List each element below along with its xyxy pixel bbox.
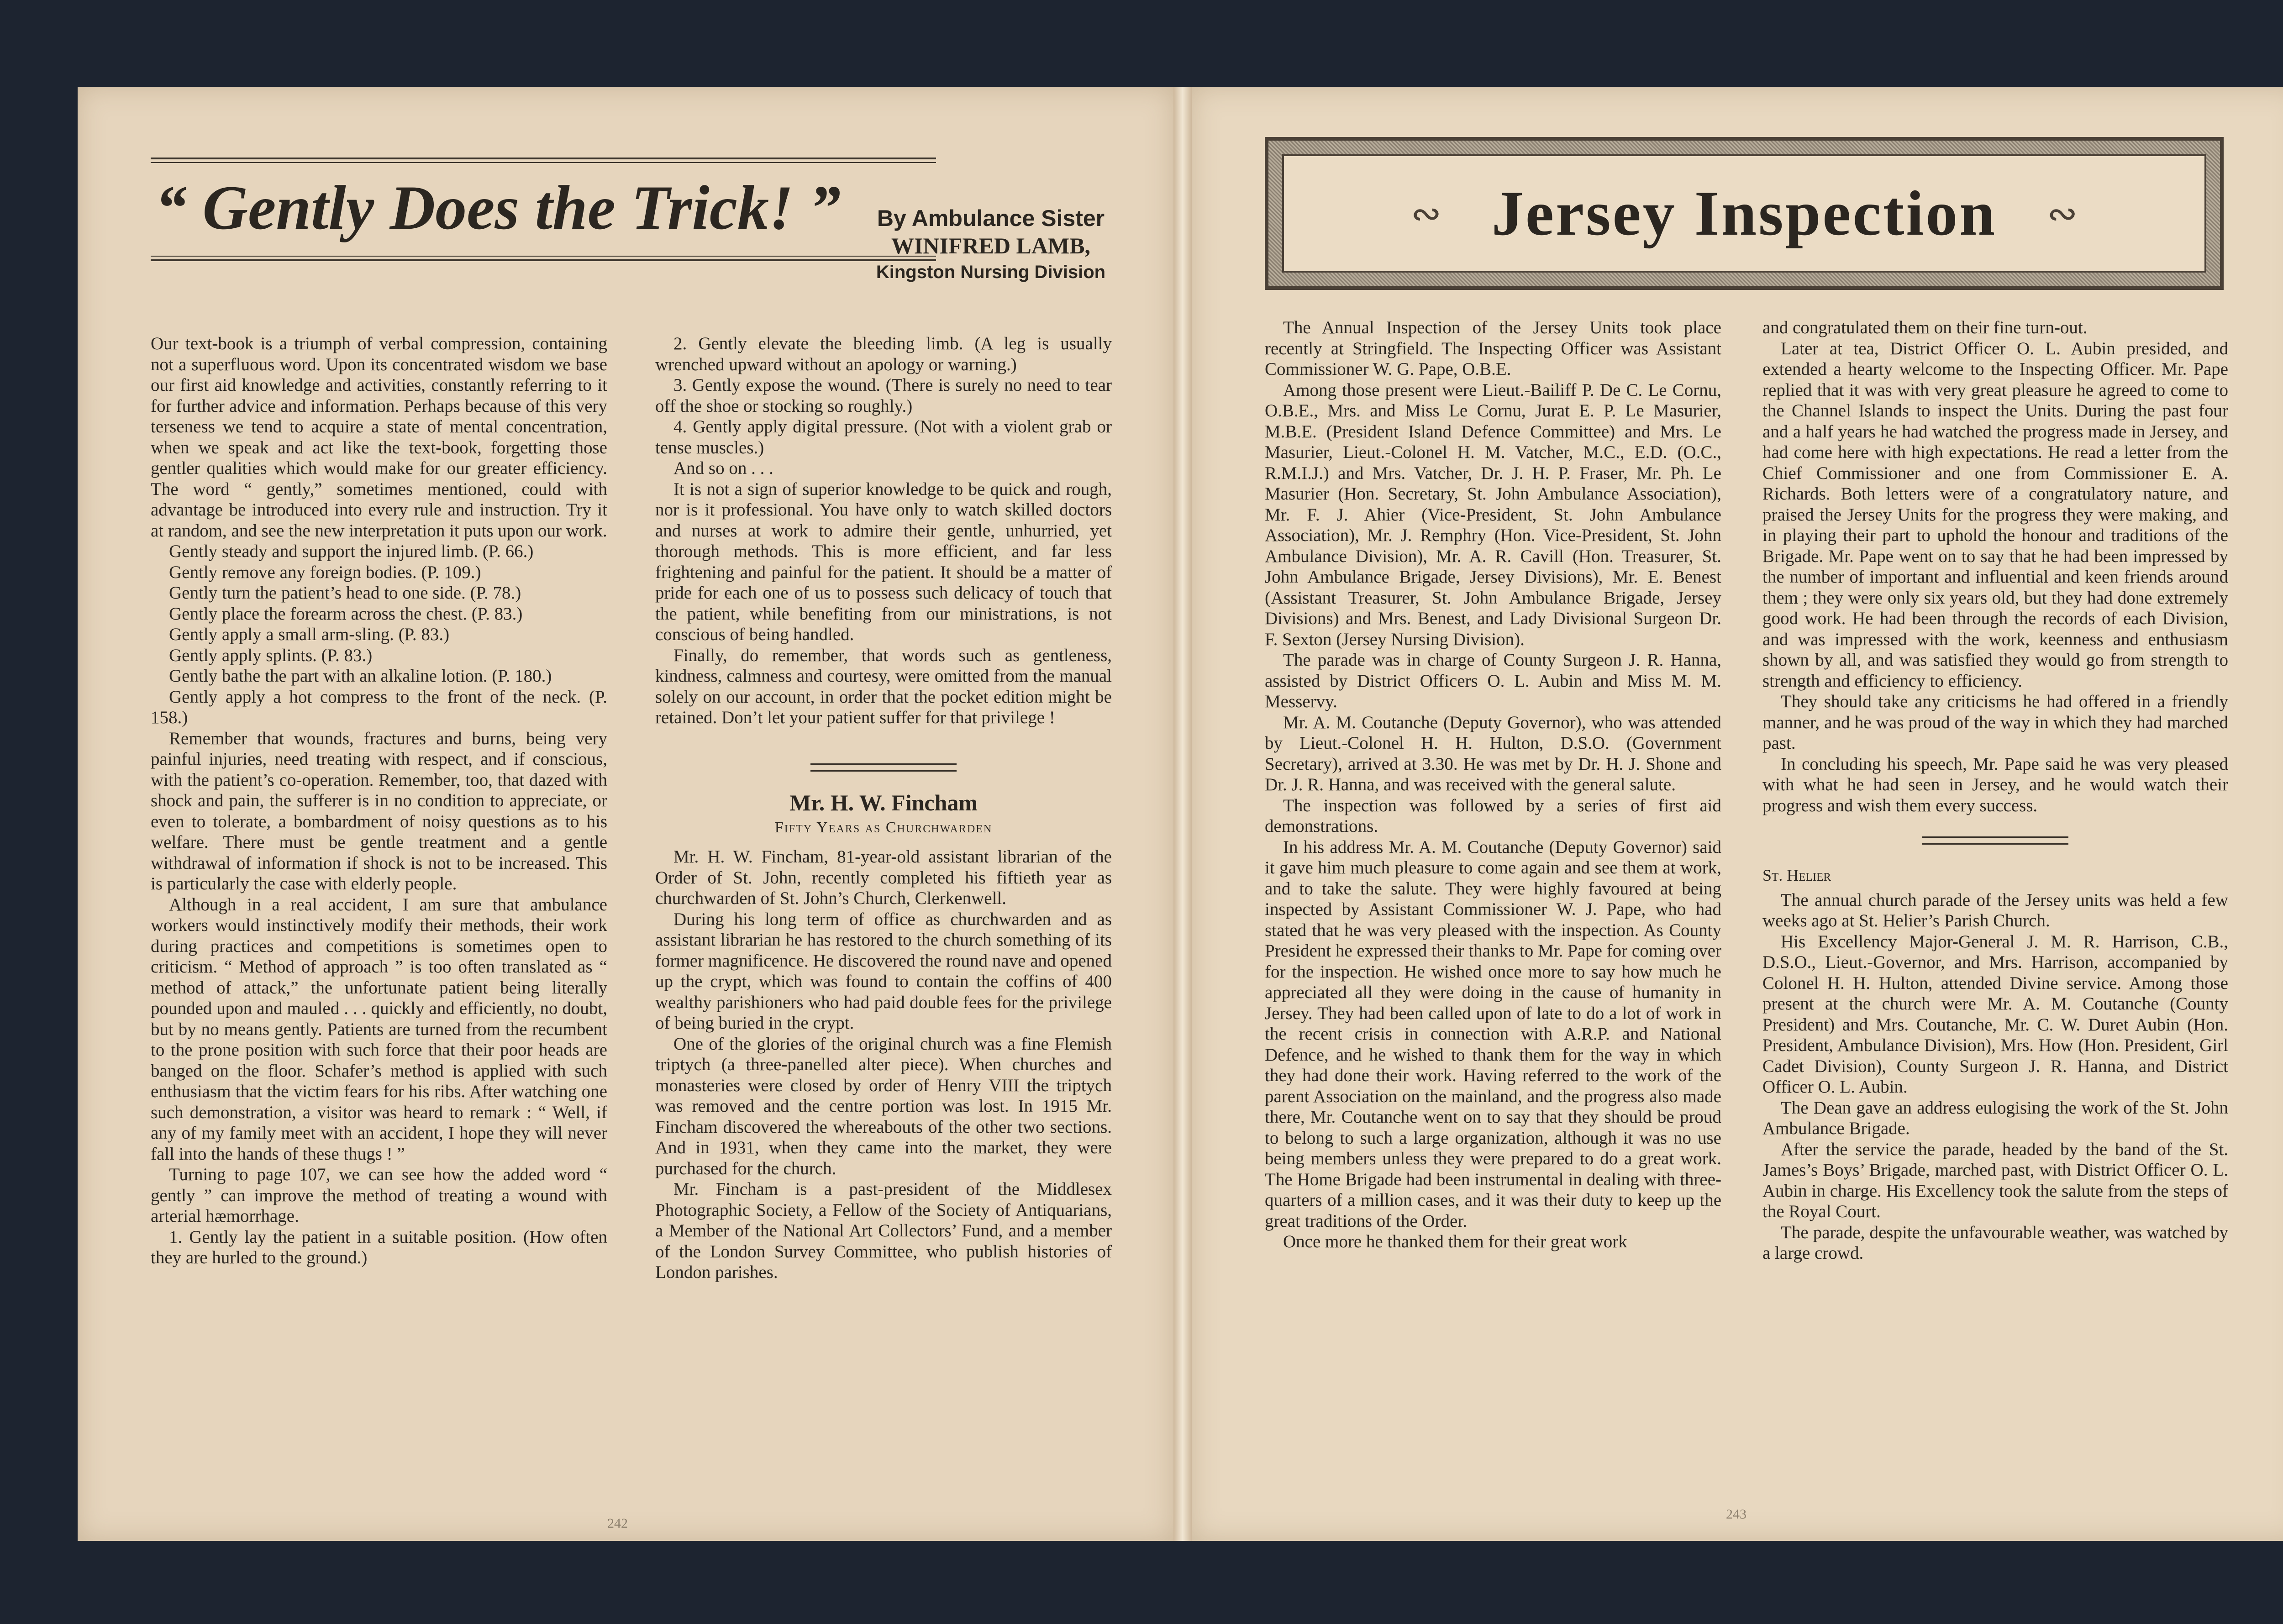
right-page — [1192, 87, 2283, 1541]
paragraph: And so on . . . — [673, 458, 773, 478]
paragraph: In concluding his speech, Mr. Pape said he was very pleased with what he had seen in Jersey, and he would watch their progress and wish them every success. — [1762, 754, 2228, 815]
paragraph: Once more he thanked them for their great work — [1283, 1232, 1627, 1251]
paragraph: During his long term of office as churchwarden and as assistant librarian he has restored to the church something of its former magnificence. He discovered the round nave and opened up the crypt, which was found to contain the coffins of 400 wealthy parishioners who had paid double fees for the privilege of being buried in the crypt. — [655, 909, 1112, 1033]
title-banner — [1265, 137, 2224, 290]
page-number-left: 242 — [607, 1516, 628, 1531]
paragraph: Gently place the forearm across the chest. (P. 83.) — [169, 604, 523, 624]
fincham-subheading: Fifty Years as Churchwarden — [774, 819, 993, 836]
paragraph: Turning to page 107, we can see how the added word “ gently ” can improve the method of treating a wound with arterial hæmorrhage. — [151, 1165, 607, 1226]
paragraph: Gently remove any foreign bodies. (P. 109.) — [169, 562, 481, 582]
paragraph: The annual church parade of the Jersey units was held a few weeks ago at St. Helier’s Parish Church. — [1762, 890, 2228, 930]
paragraph: Mr. Fincham is a past-president of the Middlesex Photographic Society, a Fellow of the Society of Antiquarians, a Member of the National Art Collectors’ Fund, and a member of the London Survey Committee, who publish histories of London parishes. — [655, 1179, 1112, 1282]
section-divider — [1762, 829, 2228, 850]
paragraph: They should take any criticisms he had offered in a friendly manner, and he was proud of the way in which they had marched past. — [1762, 692, 2228, 753]
paragraph: Although in a real accident, I am sure that ambulance workers would instinctively modify their methods, their work during practices and competitions is sometimes open to criticism. “ Method of approach ” is too often translated as “ method of attack,” the unfortunate patient being literally pounded upon and mauled . . . quickly and efficiently, no doubt, but by no means gently. Patients are turned from the recumbent to the prone position with such force that their poor heads are banged on the floor. Schafer’s method is applied with such enthusiasm that the victim fears for his ribs. After watching one such demonstration, a visitor was heard to remark : “ Well, if any of my family meet with an accident, I hope they will never fall into the hands of these thugs ! ” — [151, 894, 607, 1164]
paragraph: Our text-book is a triumph of verbal compression, containing not a superfluous word. Upon its concentrated wisdom we base our first aid knowledge and activities, constantly referring to it for further advice and information. Perhaps because of this very terseness we tend to acquire a state of mental concentration, when we speak and act like the text-book, forgetting those gentler qualities which would make for our greater efficiency. The word “ gently,” sometimes mentioned, could with advantage be introduced into every rule and instruction. Try it at random, and see the new interpretation it puts upon our work. — [151, 334, 607, 541]
paragraph: The Annual Inspection of the Jersey Units took place recently at Stringfield. The Inspecting Officer was Assistant Commissioner W. G. Pape, O.B.E. — [1265, 318, 1721, 379]
paragraph: Among those present were Lieut.-Bailiff P. De C. Le Cornu, O.B.E., Mrs. and Miss Le Cornu, Jurat E. P. Le Masurier, M.B.E. (President Island Defence Committee) and Mrs. Le Masurier, Lieut.-Colonel H. M. Vatcher, M.C., E.D. (O.C., R.M.I.J.) and Mrs. Vatcher, Dr. J. H. P. Fraser, Mr. Ph. Le Masurier (Hon. Secretary, St. John Ambulance Association), Mr. F. J. Ahier (Vice-President, St. John Ambulance Association), Mr. J. Remphry (Hon. Vice-President, St. John Ambulance Division), Mr. A. R. Cavill (Hon. Treasurer, St. John Ambulance Brigade, Jersey Divisions), Mr. E. Benest (Assistant Treasurer, St. John Ambulance Brigade, Jersey Divisions) and Mrs. Benest, and Lady Divisional Surgeon Dr. F. Sexton (Jersey Nursing Division). — [1265, 380, 1721, 649]
paragraph: 3. Gently expose the wound. (There is surely no need to tear off the shoe or stocking so roughly.) — [655, 375, 1112, 416]
title-banner-inner — [1282, 154, 2206, 273]
fincham-heading: Mr. H. W. Fincham — [789, 790, 978, 815]
byline-author: WINIFRED LAMB, — [891, 233, 1091, 258]
byline — [858, 205, 1123, 285]
paragraph: His Excellency Major-General J. M. R. Harrison, C.B., D.S.O., Lieut.-Governor, and Mrs. Harrison, accompanied by Colonel H. H. Hulton, attended Divine service. Among those present at the church were Mr. A. M. Coutanche (County President) and Mrs. Coutanche, Mr. C. W. Duret Aubin (Hon. President, Ambulance Division), Mrs. How (Hon. President, Girl Cadet Division), County Surgeon J. R. Hanna, and District Officer O. L. Aubin. — [1762, 931, 2228, 1097]
st-helier-heading: St. Helier — [1762, 866, 1831, 884]
section-divider — [655, 756, 1112, 777]
byline-division: Kingston Nursing Division — [876, 262, 1106, 282]
article-title: Jersey Inspection — [1491, 178, 1997, 249]
page-number-right: 243 — [1726, 1507, 1746, 1522]
title-rule-bottom — [151, 259, 936, 261]
title-rule-top-thin — [151, 162, 936, 163]
paragraph: Mr. A. M. Coutanche (Deputy Governor), who was attended by Lieut.-Colonel H. H. Hulton, D.S.O. (Government Secretary), arrived at 3.30. He was met by Dr. H. J. Shone and Dr. J. R. Hanna, and was received with the general salute. — [1265, 712, 1721, 794]
paragraph: The Dean gave an address eulogising the work of the St. John Ambulance Brigade. — [1762, 1098, 2228, 1138]
paragraph: Gently apply splints. (P. 83.) — [169, 645, 373, 665]
paragraph: Gently apply a hot compress to the front of the neck. (P. 158.) — [151, 687, 607, 727]
paragraph: Gently steady and support the injured limb. (P. 66.) — [169, 541, 534, 561]
swirl-ornament-right-icon: ∾ — [2047, 194, 2078, 234]
left-column-2 — [655, 333, 1112, 1283]
paragraph: Remember that wounds, fractures and burns, being very painful injuries, need treating with respect, and if conscious, with the patient’s co-operation. Remember, too, that dazed with shock and pain, the sufferer is in no condition to appreciate, or even to tolerate, a bombardment of noisy questions as to his welfare. There must be gentle treatment and a gentle withdrawal of information if shock is not to be increased. This is particularly the case with elderly people. — [151, 728, 607, 893]
right-column-2 — [1762, 317, 2228, 1264]
book-spine — [1173, 87, 1192, 1541]
paragraph: The inspection was followed by a series of first aid demonstrations. — [1265, 795, 1721, 836]
paragraph: 2. Gently elevate the bleeding limb. (A leg is usually wrenched upward without an apology or warning.) — [655, 334, 1112, 374]
paragraph: The parade was in charge of County Surgeon J. R. Hanna, assisted by District Officers O. L. Aubin and Miss M. M. Messervy. — [1265, 650, 1721, 711]
paragraph: Mr. H. W. Fincham, 81-year-old assistant librarian of the Order of St. John, recently completed his fiftieth year as churchwarden of St. John’s Church, Clerkenwell. — [655, 847, 1112, 908]
paragraph: One of the glories of the original church was a fine Flemish triptych (a three-panelled alter piece). When churches and monasteries were closed by order of Henry VIII the triptych was removed and the centre portion was lost. In 1915 Mr. Fincham discovered the whereabouts of the other two sections. And in 1931, when they came into the market, they were purchased for the church. — [655, 1034, 1112, 1178]
paragraph: After the service the parade, headed by the band of the St. James’s Boys’ Brigade, marched past, with District Officer O. L. Aubin in charge. His Excellency took the salute from the steps of the Royal Court. — [1762, 1139, 2228, 1221]
swirl-ornament-left-icon: ∾ — [1410, 194, 1441, 234]
paragraph: and congratulated them on their fine turn-out. — [1762, 318, 2088, 337]
title-rule-top — [151, 158, 936, 159]
paragraph: The parade, despite the unfavourable weather, was watched by a large crowd. — [1762, 1222, 2228, 1263]
paragraph: Gently turn the patient’s head to one side. (P. 78.) — [169, 583, 521, 603]
left-column-1 — [151, 333, 607, 1268]
paragraph: 4. Gently apply digital pressure. (Not with a violent grab or tense muscles.) — [655, 417, 1112, 457]
left-page — [78, 87, 1173, 1541]
right-column-1 — [1265, 317, 1721, 1252]
paragraph: Gently apply a small arm-sling. (P. 83.) — [169, 625, 450, 644]
article-title: “ Gently Does the Trick! ” — [155, 173, 841, 242]
title-rule-bottom-thin — [151, 256, 936, 257]
paragraph: 1. Gently lay the patient in a suitable position. (How often they are hurled to the ground.) — [151, 1227, 607, 1267]
paragraph: Gently bathe the part with an alkaline lotion. (P. 180.) — [169, 666, 552, 686]
paragraph: Later at tea, District Officer O. L. Aubin presided, and extended a hearty welcome to the Inspecting Officer. Mr. Pape replied that it was with very great pleasure he agreed to come to the Channel Islands to inspect the Units. During the past four and a half years he had watched the progress made in Jersey, and had come here with high expectations. He read a letter from the Chief Commissioner and one from Commissioner E. A. Richards. Both letters were of a congratulatory nature, and praised the Jersey Units for the progress they were making, and in playing their part to uphold the honour and traditions of the Brigade. Mr. Pape went on to say that he had been impressed by the number of important and influential and keen friends around them ; they were only six years old, but they had done extremely good work. He had been through the records of each Division, and was impressed with the work, keenness and enthusiasm shown by all, and was satisfied they would go from strength to strength and efficiency to efficiency. — [1762, 338, 2228, 691]
paragraph: It is not a sign of superior knowledge to be quick and rough, nor is it professional. You have only to watch skilled doctors and nurses at work to admire their gentle, unhurried, yet thorough methods. This is more efficient, and far less frightening and painful for the patient. It should be a matter of pride for each one of us to possess such delicacy of touch that the patient, while benefiting from our ministrations, is not conscious of being handled. — [655, 479, 1112, 644]
paragraph: Finally, do remember, that words such as gentleness, kindness, calmness and courtesy, were omitted from the manual solely on our account, in order that the pocket edition might be retained. Don’t let your patient suffer for that privilege ! — [655, 645, 1112, 727]
paragraph: In his address Mr. A. M. Coutanche (Deputy Governor) said it gave him much pleasure to come again and see them at work, and to take the salute. They were highly favoured at being inspected by Assistant Commissioner W. J. Pape, who had stated that he was very pleased with the inspection. As County President he expressed their thanks to Mr. Pape for coming over for the inspection. He wished once more to say how much he appreciated all they were doing in the cause of humanity in Jersey. They had been called upon of late to do a lot of work in the recent crisis in connection with A.R.P. and National Defence, and he wished to thank them for the way in which they had done their work. Having referred to the work of the parent Association on the mainland, and the progress also made there, Mr. Coutanche went on to say that they should be proud to belong to such a large organization, although it was no use being members unless they were prepared to do a great work. The Home Brigade had been instrumental in dealing with three-quarters of a million cases, and it was their duty to keep up the great traditions of the Order. — [1265, 837, 1721, 1231]
byline-line1: By Ambulance Sister — [877, 205, 1105, 231]
